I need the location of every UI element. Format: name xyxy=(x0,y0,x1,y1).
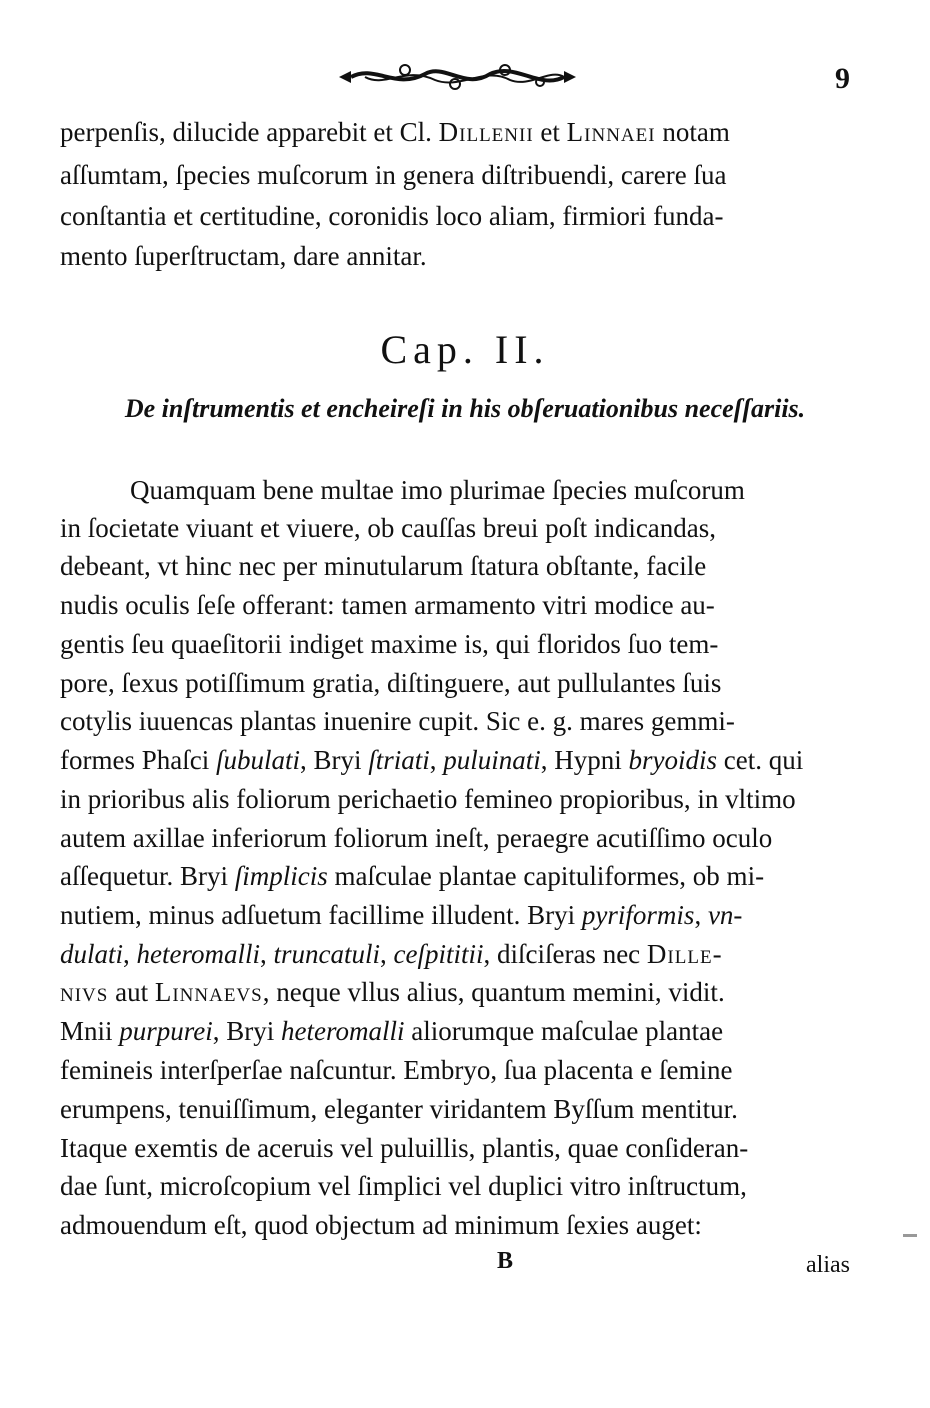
body-line-19: dae ſunt, microſcopium vel ſimplici vel duplici vitro inſtructum, xyxy=(60,1171,747,1201)
body-line-15: Mnii purpurei, Bryi heteromalli aliorumque maſculae plantae xyxy=(60,1016,724,1046)
body-line-1: Quamquam bene multae imo plurimae ſpecies muſcorum xyxy=(130,475,745,505)
body-line-18: Itaque exemtis de aceruis vel puluillis, plantis, quae conſideran- xyxy=(60,1133,749,1163)
chapter-title: Cap. II. xyxy=(380,327,550,372)
body-line-3: debeant, vt hinc nec per minutularum ſtatura obſtante, facile xyxy=(60,551,707,581)
header-ornament-icon xyxy=(335,60,580,94)
body-line-7: cotylis iuuencas plantas inuenire cupit. Sic e. g. mares gemmi- xyxy=(60,706,735,736)
body-line-8: formes Phaſci ſubulati, Bryi ſtriati, puluinati, Hypni bryoidis cet. qui xyxy=(60,745,804,775)
body-line-14: nivs aut Linnaevs, neque vllus alius, quantum memini, vidit. xyxy=(60,977,725,1007)
body-line-17: erumpens, tenuiſſimum, eleganter viridantem Byſſum mentitur. xyxy=(60,1094,738,1124)
margin-mark xyxy=(903,1234,917,1237)
intro-line-2: aſſumtam, ſpecies muſcorum in genera diſtribuendi, carere ſua xyxy=(60,160,727,190)
body-line-13: dulati, heteromalli, truncatuli, ceſpititii, diſciſeras nec Dille- xyxy=(60,939,723,969)
page-number: 9 xyxy=(835,62,850,95)
body-line-6: pore, ſexus potiſſimum gratia, diſtinguere, aut pullulantes ſuis xyxy=(60,668,722,698)
body-line-9: in prioribus alis foliorum perichaetio femineo propioribus, in vltimo xyxy=(60,784,796,814)
chapter-subtitle: De inſtrumentis et encheireſi in his obſeruationibus neceſſariis. xyxy=(124,394,806,423)
intro-line-1: perpenſis, dilucide apparebit et Cl. Dillenii et Linnaei notam xyxy=(60,117,730,147)
catchword: alias xyxy=(806,1252,850,1278)
body-line-20: admouendum eſt, quod objectum ad minimum ſexies auget: xyxy=(60,1210,702,1240)
intro-line-3: conſtantia et certitudine, coronidis loco aliam, firmiori funda- xyxy=(60,201,724,231)
body-line-16: femineis interſperſae naſcuntur. Embryo, ſua placenta e ſemine xyxy=(60,1055,733,1085)
body-line-5: gentis ſeu quaeſitorii indiget maxime is, qui floridos ſuo tem- xyxy=(60,629,719,659)
body-line-10: autem axillae inferiorum foliorum ineſt, peraegre acutiſſimo oculo xyxy=(60,823,773,853)
signature-mark: B xyxy=(497,1248,514,1274)
body-line-4: nudis oculis ſeſe offerant: tamen armamento vitri modice au- xyxy=(60,590,715,620)
body-line-12: nutiem, minus adſuetum facillime illudent. Bryi pyriformis, vn- xyxy=(60,900,743,930)
body-line-11: aſſequetur. Bryi ſimplicis maſculae plantae capituliformes, ob mi- xyxy=(60,861,765,891)
body-line-2: in ſocietate viuant et viuere, ob cauſſas breui poſt indicandas, xyxy=(60,513,717,543)
intro-line-4: mento ſuperſtructam, dare annitar. xyxy=(60,241,427,271)
